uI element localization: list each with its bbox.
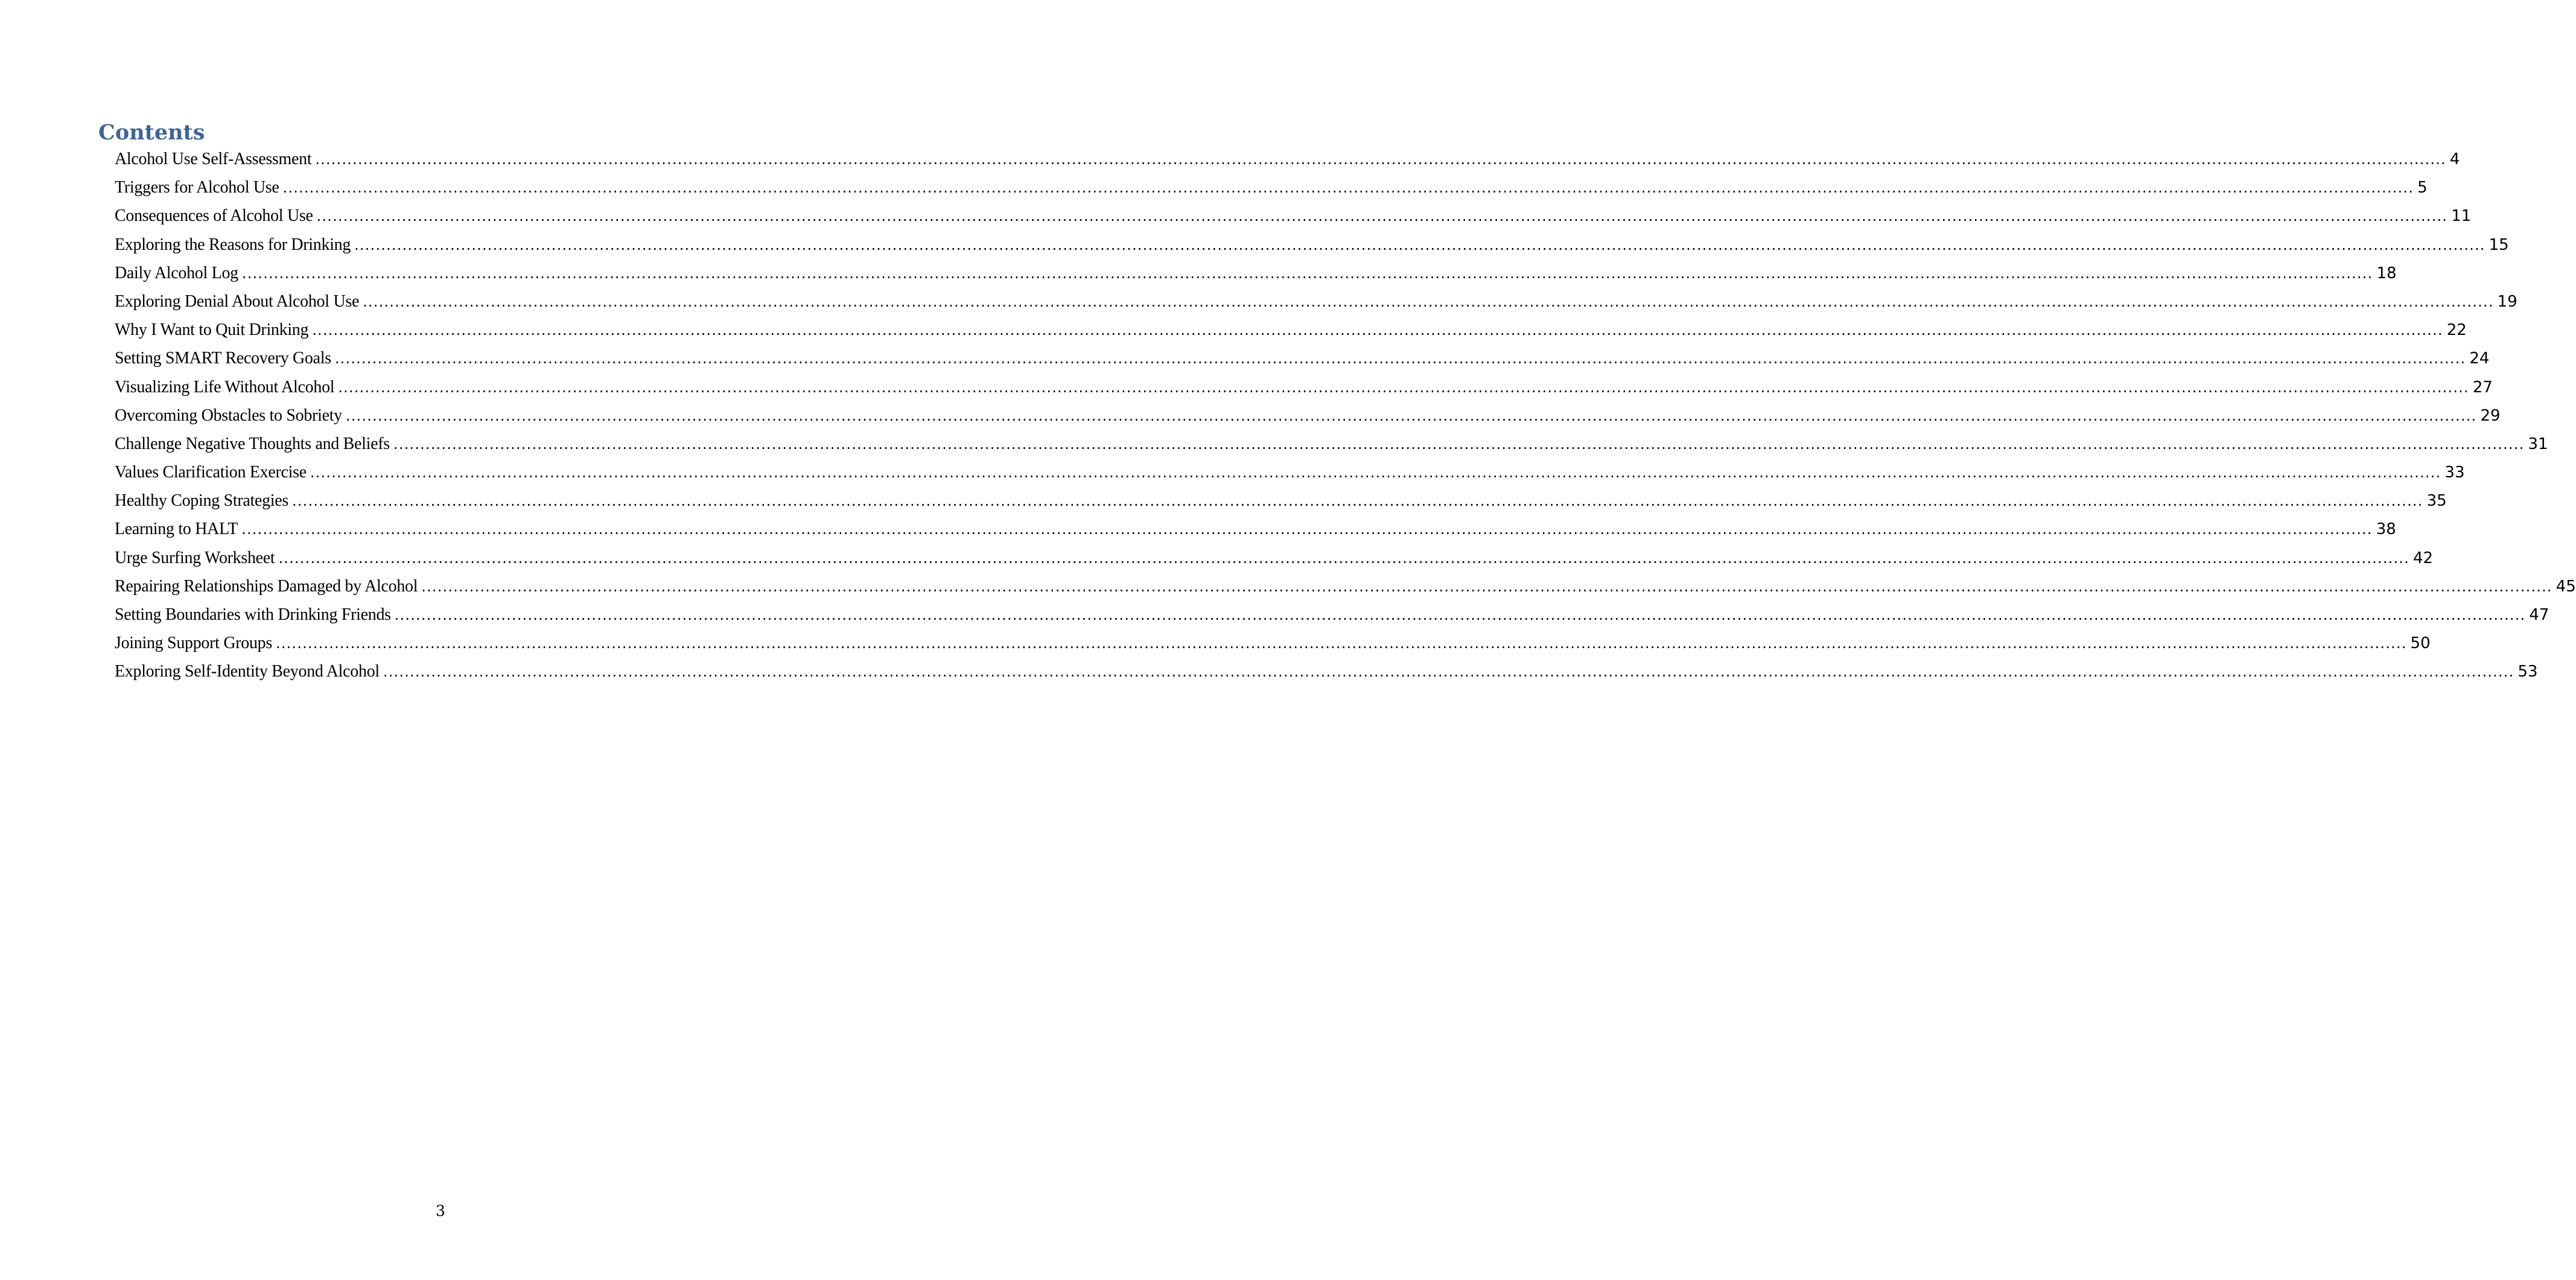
toc-entry-title[interactable]: Healthy Coping Strategies	[115, 491, 289, 511]
toc-entry-title[interactable]: Repairing Relationships Damaged by Alcohol	[115, 576, 418, 596]
toc-entry-page-number[interactable]: 42	[2412, 549, 2434, 567]
toc-entry[interactable]	[115, 430, 2548, 458]
toc-dot-leader: ................................................................................................................................................................................................................................................................................................................................................................................................................	[312, 322, 2443, 339]
toc-entry-page-number[interactable]: 4	[2449, 150, 2460, 168]
toc-entry-title[interactable]: Daily Alcohol Log	[115, 263, 238, 282]
toc-entry-page-number[interactable]: 5	[2417, 179, 2428, 197]
toc-entry-page-number[interactable]: 45	[2555, 577, 2576, 596]
toc-entry[interactable]	[115, 458, 2465, 486]
toc-dot-leader: ................................................................................................................................................................................................................................................................................................................................................................................................................	[334, 350, 2466, 368]
toc-entry-title[interactable]: Urge Surfing Worksheet	[115, 548, 275, 567]
toc-entry-title[interactable]: Visualizing Life Without Alcohol	[115, 377, 335, 396]
toc-dot-leader: ................................................................................................................................................................................................................................................................................................................................................................................................................	[310, 464, 2441, 482]
toc-entry-page-number[interactable]: 33	[2444, 463, 2465, 482]
toc-entry-page-number[interactable]: 24	[2469, 349, 2490, 368]
toc-entry-title[interactable]: Alcohol Use Self-Assessment	[115, 150, 312, 168]
toc-dot-leader: ................................................................................................................................................................................................................................................................................................................................................................................................................	[316, 208, 2448, 225]
toc-entry-page-number[interactable]: 35	[2426, 492, 2447, 511]
page-number: 3	[436, 1202, 445, 1220]
toc-entry-title[interactable]: Learning to HALT	[115, 520, 238, 539]
toc-entry-page-number[interactable]: 15	[2489, 235, 2509, 254]
toc-dot-leader: ................................................................................................................................................................................................................................................................................................................................................................................................................	[383, 663, 2514, 681]
toc-dot-leader: ................................................................................................................................................................................................................................................................................................................................................................................................................	[338, 378, 2469, 396]
toc-entry[interactable]	[115, 486, 2447, 515]
toc-entry[interactable]	[115, 373, 2493, 401]
toc-entry[interactable]	[115, 202, 2472, 230]
toc-entry-page-number[interactable]: 47	[2529, 606, 2549, 624]
toc-entry-page-number[interactable]: 53	[2517, 663, 2538, 681]
toc-entry-title[interactable]: Joining Support Groups	[115, 634, 272, 653]
toc-dot-leader: ................................................................................................................................................................................................................................................................................................................................................................................................................	[292, 492, 2423, 510]
toc-entry-page-number[interactable]: 50	[2410, 634, 2431, 653]
toc-dot-leader: ................................................................................................................................................................................................................................................................................................................................................................................................................	[315, 151, 2446, 168]
toc-dot-leader: ................................................................................................................................................................................................................................................................................................................................................................................................................	[421, 578, 2552, 595]
toc-entry-page-number[interactable]: 11	[2451, 207, 2472, 226]
toc-entry-title[interactable]: Values Clarification Exercise	[115, 463, 307, 482]
toc-entry-page-number[interactable]: 22	[2446, 321, 2467, 340]
toc-entry-title[interactable]: Why I Want to Quit Drinking	[115, 320, 309, 340]
contents-heading: Contents	[98, 120, 205, 145]
toc-dot-leader: ................................................................................................................................................................................................................................................................................................................................................................................................................	[363, 293, 2494, 310]
toc-dot-leader: ................................................................................................................................................................................................................................................................................................................................................................................................................	[345, 407, 2477, 424]
toc-entry-page-number[interactable]: 31	[2528, 435, 2548, 453]
toc-entry-page-number[interactable]: 29	[2480, 406, 2501, 425]
toc-entry[interactable]	[115, 572, 2576, 600]
toc-entry[interactable]	[115, 316, 2467, 344]
toc-dot-leader: ................................................................................................................................................................................................................................................................................................................................................................................................................	[282, 179, 2414, 197]
toc-entry[interactable]	[115, 145, 2460, 173]
toc-entry[interactable]	[115, 629, 2431, 657]
toc-entry-title[interactable]: Exploring Self-Identity Beyond Alcohol	[115, 662, 380, 681]
toc-dot-leader: ................................................................................................................................................................................................................................................................................................................................................................................................................	[241, 521, 2373, 538]
toc-entry[interactable]	[115, 344, 2490, 372]
toc-entry-title[interactable]: Exploring Denial About Alcohol Use	[115, 291, 360, 311]
toc-entry-title[interactable]: Triggers for Alcohol Use	[115, 178, 279, 197]
toc-dot-leader: ................................................................................................................................................................................................................................................................................................................................................................................................................	[354, 236, 2485, 253]
toc-entry-title[interactable]: Overcoming Obstacles to Sobriety	[115, 406, 342, 425]
toc-entry[interactable]	[115, 259, 2397, 287]
toc-dot-leader: ................................................................................................................................................................................................................................................................................................................................................................................................................	[275, 635, 2407, 652]
toc-entry[interactable]	[115, 401, 2501, 430]
toc-entry-title[interactable]: Consequences of Alcohol Use	[115, 206, 313, 226]
toc-entry-title[interactable]: Setting SMART Recovery Goals	[115, 349, 331, 368]
toc-entry[interactable]	[115, 657, 2538, 686]
toc-entry[interactable]	[115, 600, 2549, 629]
toc-entry[interactable]	[115, 515, 2396, 543]
toc-dot-leader: ................................................................................................................................................................................................................................................................................................................................................................................................................	[393, 435, 2525, 453]
toc-dot-leader: ................................................................................................................................................................................................................................................................................................................................................................................................................	[278, 549, 2409, 567]
toc-entry[interactable]	[115, 173, 2428, 202]
toc-entry[interactable]	[115, 287, 2517, 316]
toc-entry[interactable]	[115, 544, 2434, 572]
toc-entry-page-number[interactable]: 38	[2376, 520, 2396, 539]
toc-entry-page-number[interactable]: 18	[2376, 264, 2397, 282]
toc-entry[interactable]	[115, 231, 2509, 259]
table-of-contents	[115, 145, 2576, 686]
toc-entry-page-number[interactable]: 19	[2497, 292, 2517, 311]
toc-entry-title[interactable]: Exploring the Reasons for Drinking	[115, 235, 351, 254]
toc-entry-title[interactable]: Setting Boundaries with Drinking Friends	[115, 605, 391, 624]
toc-dot-leader: ................................................................................................................................................................................................................................................................................................................................................................................................................	[394, 607, 2526, 623]
toc-entry-title[interactable]: Challenge Negative Thoughts and Beliefs	[115, 434, 390, 453]
toc-entry-page-number[interactable]: 27	[2472, 378, 2493, 396]
toc-dot-leader: ................................................................................................................................................................................................................................................................................................................................................................................................................	[241, 264, 2373, 282]
